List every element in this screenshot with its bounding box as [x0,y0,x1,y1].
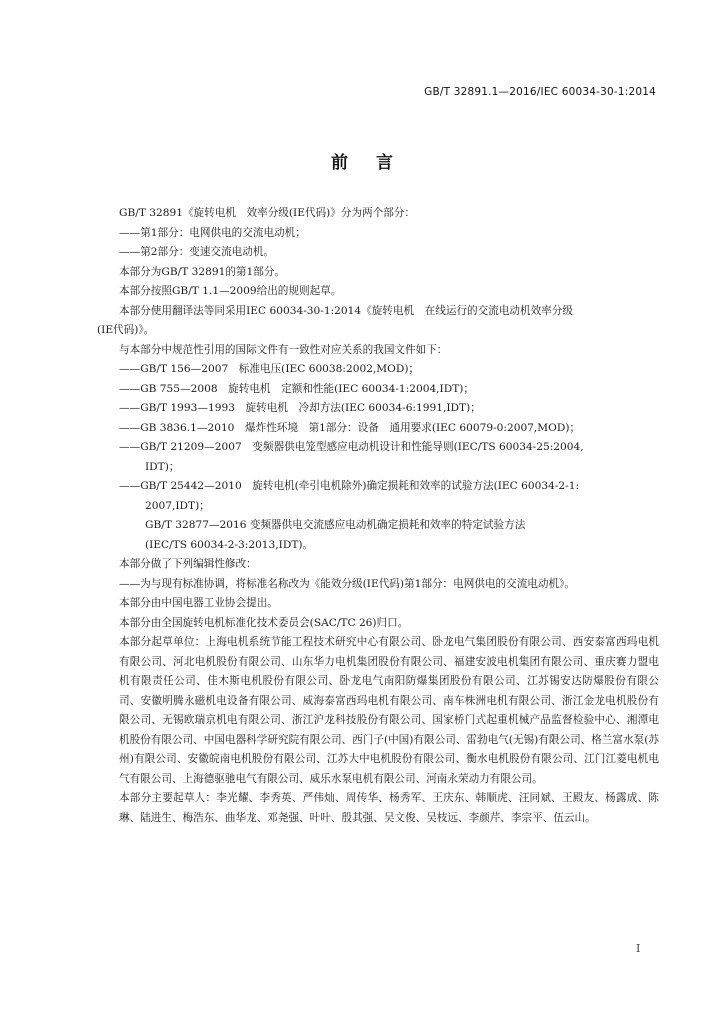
text-line: 2007,IDT)； [145,499,210,512]
standard-code-header: GB/T 32891.1—2016/IEC 60034-30-1:2014 [424,86,656,98]
text-line: (IEC/TS 60034-2-3:2013,IDT)。 [145,538,314,551]
page-number: I [636,942,641,955]
text-line: ——GB/T 21209—2007 变频器供电笼型感应电动机设计和性能导则(IEC/TS 60034-25:2004, [119,441,584,453]
text-line: ——为与现有标准协调，将标准名称改为《能效分级(IE代码)第1部分：电网供电的交流电动机》。 [119,577,575,590]
text-line: IDT)； [145,460,180,473]
text-line: 本部分由中国电器工业协会提出。 [119,597,278,609]
text-line: 本部分使用翻译法等同采用IEC 60034-30-1:2014《旋转电机 在线运行的交流电动机效率分级 [119,304,573,317]
text-line: ——GB 755—2008 旋转电机 定额和性能(IEC 60034-1:2004,IDT)； [119,382,475,395]
foreword-body [97,204,659,828]
text-line: 本部分由全国旋转电机标准化技术委员会(SAC/TC 26)归口。 [119,616,409,629]
text-line: (IE代码)》。 [97,324,155,336]
drafters-text: 本部分主要起草人：李光耀、李秀英、严伟灿、周传华、杨秀军、王庆东、韩顺虎、汪同斌、王殿友、杨露成、陈琳、陆进生、梅浩东、曲华龙、邓尧强、叶叶、殷其强、吴文俊、吴枝远、李颜芹、李宗平、伍云山。 [119,792,659,824]
text-line: 本部分做了下列编辑性修改： [119,558,257,570]
text-line: 本部分为GB/T 32891的第1部分。 [119,265,286,278]
text-line: ——GB/T 156—2007 标准电压(IEC 60038:2002,MOD)； [119,363,420,375]
text-line: ——GB/T 25442—2010 旋转电机(牵引电机除外)确定损耗和效率的试验方法(IEC 60034-2-1: [119,480,580,492]
text-line: ——GB/T 1993—1993 旋转电机 冷却方法(IEC 60034-6:1991,IDT)； [119,402,481,414]
text-line: GB/T 32877—2016 变频器供电交流感应电动机确定损耗和效率的特定试验方法 [145,519,526,531]
drafting-units-text: 本部分起草单位：上海电机系统节能工程技术研究中心有限公司、卧龙电气集团股份有限公司、西安泰富西玛电机有限公司、河北电机股份有限公司、山东华力电机集团股份有限公司、福建安波电机集团有限公司、重庆赛力盟电机有限责任公司、佳木斯电机股份有限公司、卧龙电气南阳防爆集团股份有限公司、江苏锡安达防爆股份有限公司、安徽明腾永磁机电设备有限公司、威海泰富西玛电机有限公司、南车株洲电机有限公司、浙江金龙电机股份有限公司、无锡欧瑞京机电有限公司、浙江沪龙科技股份有限公司、国家桥门式起重机械产品监督检验中心、湘潭电机股份有限公司、中国电器科学研究院有限公司、西门子(中国)有限公司、雷勃电气(无锡)有限公司、格兰富水泵(苏州)有限公司、安徽皖南电机股份有限公司、江苏大中电机股份有限公司、衡水电机股份有限公司、江门江菱电机电气有限公司、上海德驱驰电气有限公司、威乐水泵电机有限公司、河南永荣动力有限公司。 [119,636,659,785]
text-line: GB/T 32891《旋转电机 效率分级(IE代码)》分为两个部分： [119,207,416,219]
text-line: 与本部分中规范性引用的国际文件有一致性对应关系的我国文件如下： [119,343,448,356]
page-title: 前言 [331,153,421,173]
text-line: 本部分按照GB/T 1.1—2009给出的规则起草。 [119,285,342,297]
drafting-units-paragraph [97,633,659,789]
drafters-paragraph [97,789,659,828]
text-line: ——第2部分：变速交流电动机。 [119,246,275,258]
text-line: ——GB 3836.1—2010 爆炸性环境 第1部分：设备 通用要求(IEC 60079-0:2007,MOD)； [119,421,581,434]
text-line: ——第1部分：电网供电的交流电动机； [119,226,306,239]
